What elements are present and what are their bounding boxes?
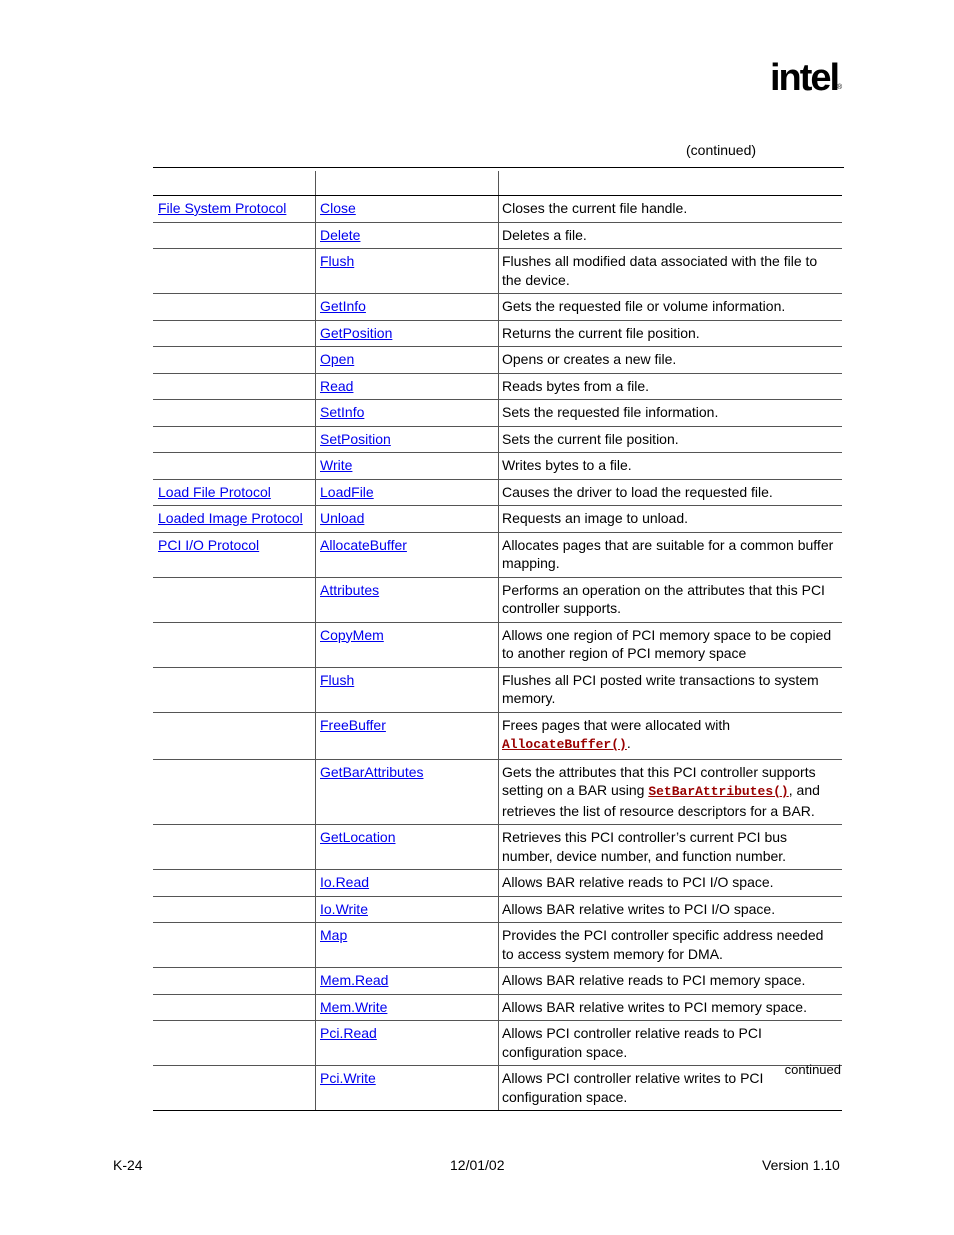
intel-logo (770, 58, 846, 104)
description-cell (498, 294, 842, 320)
description-cell (498, 506, 842, 532)
function-link[interactable]: Flush (320, 671, 355, 688)
protocol-cell (153, 1021, 314, 1065)
protocol-cell (153, 995, 314, 1021)
protocol-cell (153, 480, 314, 506)
description-text: Retrieves this PCI controller’s current PCI bus number, device number, and function number. (502, 829, 788, 864)
description-cell (498, 533, 842, 577)
function-link[interactable]: CopyMem (320, 626, 384, 643)
protocol-cell (153, 427, 314, 453)
table-row (153, 1021, 842, 1066)
function-cell (315, 480, 498, 506)
protocol-cell (153, 374, 314, 400)
description-text: Deletes a file. (502, 226, 587, 243)
function-code-reference[interactable]: AllocateBuffer() (502, 737, 627, 752)
function-link[interactable]: Map (320, 927, 348, 943)
function-link[interactable]: Attributes (320, 581, 380, 598)
top-rule (153, 167, 844, 168)
protocol-cell (153, 668, 314, 712)
description-text: Sets the requested file information. (502, 404, 719, 420)
description-cell (498, 400, 842, 426)
logo-text: intel (770, 57, 839, 99)
table-row (153, 374, 842, 401)
table-row (153, 400, 842, 427)
function-cell (315, 968, 498, 994)
table-row (153, 427, 842, 454)
protocol-cell (153, 870, 314, 896)
description-text: Allocates pages that are suitable for a common buffer mapping. (502, 536, 834, 571)
protocol-cell (153, 713, 314, 759)
description-cell (498, 897, 842, 923)
document-date: 12/01/02 (450, 1157, 505, 1173)
description-cell (498, 578, 842, 622)
table-row (153, 533, 842, 578)
table-row (153, 1066, 842, 1111)
function-cell (315, 668, 498, 712)
description-cell (498, 668, 842, 712)
table-continued-caption: (continued) (686, 142, 757, 158)
description-cell (498, 223, 842, 249)
protocol-cell (153, 897, 314, 923)
description-text: Requests an image to unload. (502, 510, 689, 526)
description-text: Opens or creates a new file. (502, 351, 677, 367)
table-row (153, 968, 842, 995)
description-text: Returns the current file position. (502, 324, 700, 341)
protocol-link[interactable]: Loaded Image Protocol (158, 510, 303, 526)
description-text: Flushes all modified data associated with the file to the device. (502, 253, 818, 288)
protocol-cell (153, 249, 314, 293)
function-link[interactable]: Pci.Write (320, 1070, 376, 1086)
function-cell (315, 760, 498, 825)
description-text: Sets the current file position. (502, 430, 679, 447)
protocol-function-table (153, 171, 842, 1111)
function-code-reference[interactable]: SetBarAttributes() (648, 784, 789, 799)
page-number: K-24 (113, 1157, 143, 1173)
function-link[interactable]: Io.Read (320, 874, 370, 890)
function-cell (315, 825, 498, 869)
description-cell (498, 453, 842, 479)
function-link[interactable]: Write (320, 457, 353, 473)
table-row (153, 760, 842, 826)
table-row (153, 995, 842, 1022)
protocol-link[interactable]: Load File Protocol (158, 483, 271, 500)
description-text-part: . (626, 735, 631, 751)
description-cell (498, 995, 842, 1021)
description-text: Causes the driver to load the requested file. (502, 483, 773, 500)
header-cell-function (315, 171, 498, 195)
table-row (153, 897, 842, 924)
function-link[interactable]: Mem.Write (320, 998, 388, 1015)
description-cell (498, 374, 842, 400)
function-link[interactable]: Io.Write (320, 900, 368, 917)
function-cell (315, 249, 498, 293)
protocol-link[interactable]: File System Protocol (158, 200, 287, 216)
description-text: Reads bytes from a file. (502, 377, 650, 394)
function-link[interactable]: LoadFile (320, 483, 374, 500)
protocol-cell (153, 533, 314, 577)
table-row (153, 249, 842, 294)
table-row (153, 713, 842, 760)
function-link[interactable]: SetPosition (320, 430, 391, 447)
description-text: Allows PCI controller relative writes to PCI configuration space. (502, 1070, 764, 1105)
protocol-cell (153, 968, 314, 994)
description-text: Allows one region of PCI memory space to be copied to another region of PCI memory space (502, 626, 832, 661)
description-cell (498, 196, 842, 222)
table-row (153, 825, 842, 870)
description-text-part: Gets the attributes that this PCI controller supports setting on a BAR using (502, 763, 816, 798)
function-cell (315, 897, 498, 923)
function-cell (315, 923, 498, 967)
header-cell-description (498, 171, 842, 195)
protocol-cell (153, 1066, 314, 1110)
protocol-cell (153, 623, 314, 667)
function-link[interactable]: SetInfo (320, 404, 365, 420)
protocol-cell (153, 578, 314, 622)
function-link[interactable]: Mem.Read (320, 972, 389, 988)
description-cell (498, 870, 842, 896)
description-cell (498, 427, 842, 453)
function-cell (315, 1066, 498, 1110)
description-cell (498, 480, 842, 506)
protocol-cell (153, 223, 314, 249)
description-text: Allows BAR relative writes to PCI I/O space. (502, 900, 776, 917)
function-link[interactable]: Pci.Read (320, 1025, 377, 1041)
function-link[interactable]: GetInfo (320, 298, 366, 314)
function-cell (315, 427, 498, 453)
description-text: Gets the requested file or volume information. (502, 298, 786, 314)
table-row (153, 870, 842, 897)
function-cell (315, 223, 498, 249)
table-row (153, 578, 842, 623)
function-cell (315, 870, 498, 896)
table-row (153, 294, 842, 321)
description-cell (498, 968, 842, 994)
function-link[interactable]: Delete (320, 226, 361, 243)
description-text: Provides the PCI controller specific address needed to access system memory for DMA. (502, 927, 824, 962)
description-cell (498, 760, 842, 825)
protocol-cell (153, 196, 314, 222)
table-row (153, 668, 842, 713)
description-cell (498, 321, 842, 347)
function-cell (315, 506, 498, 532)
table-row (153, 223, 842, 250)
protocol-cell (153, 923, 314, 967)
description-cell (498, 623, 842, 667)
function-cell (315, 347, 498, 373)
function-link[interactable]: Flush (320, 253, 355, 269)
protocol-cell (153, 506, 314, 532)
function-cell (315, 623, 498, 667)
protocol-cell (153, 825, 314, 869)
protocol-cell (153, 400, 314, 426)
protocol-cell (153, 347, 314, 373)
table-row (153, 196, 842, 223)
protocol-cell (153, 294, 314, 320)
function-link[interactable]: GetPosition (320, 324, 393, 341)
function-link[interactable]: GetLocation (320, 829, 396, 845)
protocol-link[interactable]: PCI I/O Protocol (158, 536, 260, 553)
protocol-cell (153, 453, 314, 479)
description-cell (498, 923, 842, 967)
protocol-cell (153, 760, 314, 825)
table-row (153, 453, 842, 480)
function-cell (315, 453, 498, 479)
table-continued-footer: continued (784, 1062, 841, 1077)
function-link[interactable]: GetBarAttributes (320, 763, 424, 780)
description-cell (498, 713, 842, 759)
function-link[interactable]: AllocateBuffer (320, 536, 407, 553)
description-text: Allows BAR relative reads to PCI I/O space. (502, 874, 774, 890)
description-text: Allows BAR relative reads to PCI memory space. (502, 972, 806, 988)
description-cell (498, 825, 842, 869)
description-cell (498, 347, 842, 373)
function-cell (315, 400, 498, 426)
function-cell (315, 196, 498, 222)
function-cell (315, 294, 498, 320)
description-text: Writes bytes to a file. (502, 457, 632, 473)
table-row (153, 321, 842, 348)
description-cell (498, 1021, 842, 1065)
function-cell (315, 578, 498, 622)
protocol-cell (153, 321, 314, 347)
description-cell (498, 249, 842, 293)
function-link[interactable]: Unload (320, 510, 365, 526)
function-link[interactable]: Read (320, 377, 354, 394)
table-row (153, 347, 842, 374)
header-cell-protocol (153, 171, 314, 195)
description-text-part: , and retrieves the list of resource descriptors for a BAR. (502, 782, 820, 819)
function-cell (315, 533, 498, 577)
table-row (153, 623, 842, 668)
description-text: Flushes all PCI posted write transactions to system memory. (502, 671, 819, 706)
description-text: Performs an operation on the attributes that this PCI controller supports. (502, 581, 825, 616)
table-row (153, 480, 842, 507)
description-text-part: Frees pages that were allocated with (502, 716, 731, 733)
function-cell (315, 374, 498, 400)
table-row (153, 923, 842, 968)
table-header-row (153, 171, 842, 196)
function-cell (315, 995, 498, 1021)
function-link[interactable]: FreeBuffer (320, 716, 386, 733)
description-text: Allows PCI controller relative reads to PCI configuration space. (502, 1025, 762, 1060)
function-link[interactable]: Close (320, 200, 356, 216)
description-text: Allows BAR relative writes to PCI memory space. (502, 998, 807, 1015)
function-cell (315, 1021, 498, 1065)
document-version: Version 1.10 (762, 1157, 840, 1173)
function-cell (315, 321, 498, 347)
registered-mark: ® (837, 84, 843, 91)
description-text: Closes the current file handle. (502, 200, 688, 216)
function-link[interactable]: Open (320, 351, 355, 367)
table-row (153, 506, 842, 533)
function-cell (315, 713, 498, 759)
